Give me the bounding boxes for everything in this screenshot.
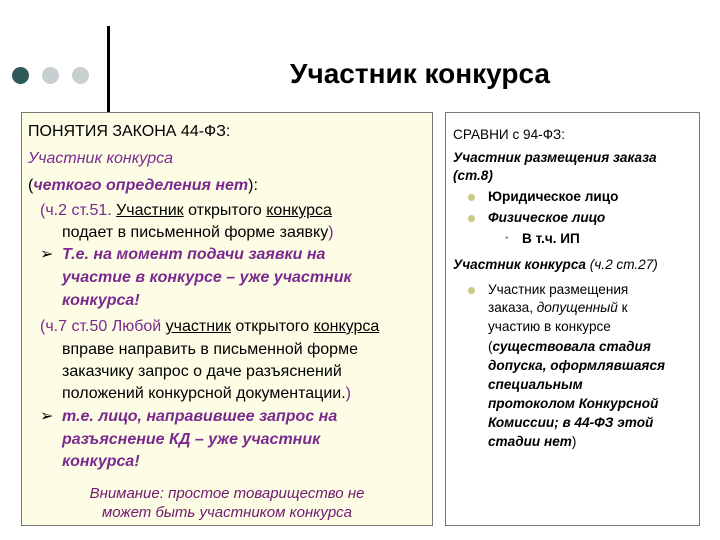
- desc-line8: Комиссии; в 44-ФЗ этой: [488, 415, 654, 430]
- bullet-icon: [468, 194, 475, 201]
- conclusion1-line1: Т.е. на момент подачи заявки на: [62, 246, 326, 263]
- desc-line9: стадии нет): [488, 434, 577, 449]
- part2-art51-line2: подает в письменной форме заявку): [62, 224, 334, 241]
- decor-dot-light-2: [72, 67, 89, 84]
- desc-line3: участию в конкурсе: [488, 319, 611, 334]
- conclusion2-line2: разъяснение КД – уже участник: [62, 431, 321, 448]
- right-term1-line1: Участник размещения заказа: [453, 150, 657, 165]
- conclusion1-line2: участие в конкурсе – уже участник: [62, 269, 352, 286]
- decor-dot-light-1: [42, 67, 59, 84]
- right-term2: Участник конкурса (ч.2 ст.27): [453, 257, 658, 272]
- arrow-bullet-icon: ➢: [40, 408, 54, 425]
- decor-vertical-line: [107, 26, 110, 112]
- desc-line6: специальным: [488, 377, 583, 392]
- part7-art50-line3: заказчику запрос о даче разъяснений: [62, 363, 342, 380]
- bullet-icon: [468, 215, 475, 222]
- part7-art50-line2: вправе направить в письменной форме: [62, 341, 358, 358]
- desc-line2: заказа, допущенный к: [488, 300, 628, 315]
- part7-art50-line1: (ч.7 ст.50 Любой участник открытого конкурса: [40, 318, 380, 335]
- part7-art50-line4: положений конкурсной документации.): [62, 385, 351, 402]
- left-heading: ПОНЯТИЯ ЗАКОНА 44-ФЗ:: [28, 123, 231, 140]
- left-term: Участник конкурса: [28, 150, 174, 167]
- right-heading: СРАВНИ с 94-ФЗ:: [453, 127, 566, 142]
- conclusion2-line1: т.е. лицо, направившее запрос на: [62, 408, 338, 425]
- desc-line4: (существовала стадия: [488, 339, 651, 354]
- right-term1-line2: (ст.8): [453, 168, 493, 183]
- conclusion2-line3: конкурса!: [62, 453, 140, 470]
- item-natural-person: Физическое лицо: [488, 210, 606, 225]
- desc-line5: допуска, оформлявшаяся: [488, 358, 666, 373]
- item-legal-entity: Юридическое лицо: [488, 189, 619, 204]
- subitem-ip: В т.ч. ИП: [522, 231, 580, 246]
- arrow-bullet-icon: ➢: [40, 246, 54, 263]
- decor-dot-dark: [12, 67, 29, 84]
- desc-line7: протоколом Конкурсной: [488, 396, 659, 411]
- part2-art51-line1: (ч.2 ст.51. Участник открытого конкурса: [40, 202, 332, 219]
- bullet-icon: [468, 287, 475, 294]
- desc-line1: Участник размещения: [488, 282, 629, 297]
- conclusion1-line3: конкурса!: [62, 292, 140, 309]
- sub-bullet-icon: •: [505, 233, 509, 244]
- attention-note: Внимание: простое товарищество не может быть участником конкурса: [89, 485, 365, 521]
- no-definition-line: (четкого определения нет):: [28, 177, 258, 194]
- slide-title: Участник конкурса: [290, 58, 550, 89]
